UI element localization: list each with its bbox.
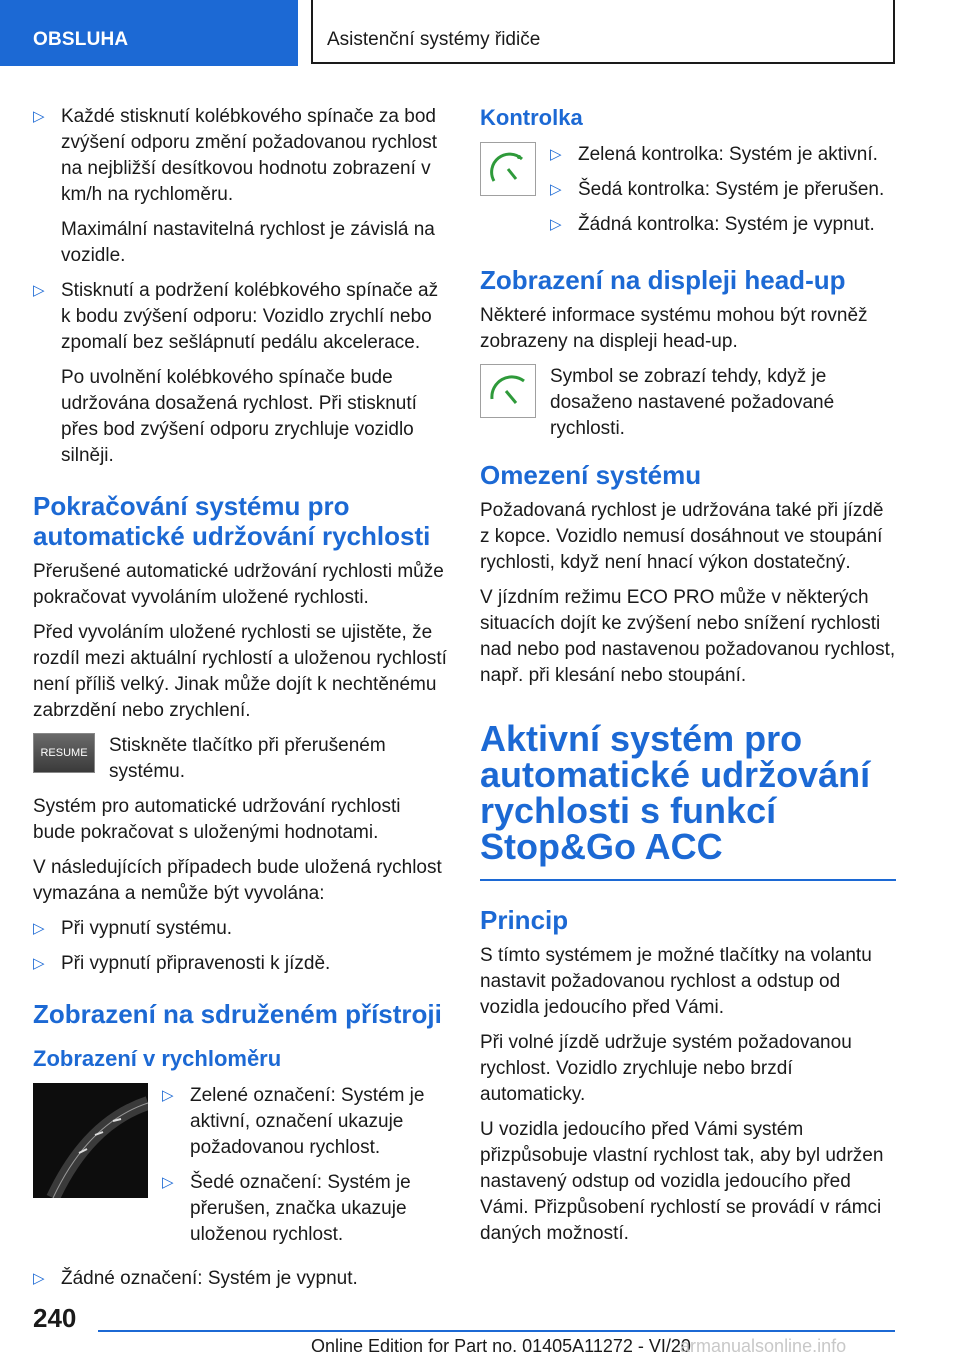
paragraph: U vozidla jedoucího před Vámi systém přizpůsobuje vlastní rychlost tak, aby byl udržen nastavený odstup od vozidla jedoucího před Vámi. Přizpůsobení rychlostí se provádí v rámci daných možností. [480,1119,884,1244]
list-item: ▷ Stisknutí a podržení kolébkového spínače až k bodu zvýšení odporu: Vozidlo zrychlí nebo zpomalí bez sešlápnutí pedálu akcelerace. [33,280,439,353]
heading-hud: Zobrazení na displeji head-up [480,265,846,295]
list-item: ▷ Šedé označení: Systém je přerušen, značka ukazuje uloženou rychlost. [162,1172,411,1245]
paragraph: V následujících případech bude uložená rychlost vymazána a nemůže být vyvolána: [33,857,442,904]
triangle-bullet-icon: ▷ [33,108,45,125]
edition-text: Online Edition for Part no. 01405A11272 - VI/20 [311,1336,691,1356]
kontrolka-row [480,142,896,247]
chapter-header [311,0,895,64]
speedometer-arc-icon [33,1083,148,1198]
paragraph: Některé informace systému mohou být rovněž zobrazeny na displeji head-up. [480,305,868,352]
triangle-bullet-icon: ▷ [550,146,562,163]
heading-continue: Pokračování systému pro automatické udržování rychlosti [33,491,431,551]
list-item: ▷ Šedá kontrolka: Systém je přerušen. [550,179,885,200]
list-item: ▷ Zelená kontrolka: Systém je aktivní. [550,144,878,165]
speedo-row [33,1083,448,1257]
paragraph: S tímto systémem je možné tlačítky na volantu nastavit požadovanou rychlost a odstup od vozidla jedoucího před Vámi. [480,945,872,1018]
triangle-bullet-icon: ▷ [162,1087,174,1104]
triangle-bullet-icon: ▷ [550,216,562,233]
list-item: ▷ Každé stisknutí kolébkového spínače za bod zvýšení odporu změní požadovanou rychlost na nejbližší desítkovou hodnotu zobrazení v km/h na rychloměru. [33,106,437,205]
hud-speed-icon [480,364,536,418]
triangle-bullet-icon: ▷ [33,955,45,972]
list-item: ▷ Při vypnutí připravenosti k jízdě. [33,953,331,974]
acc-chapter [480,718,896,881]
list-item: ▷ Žádné označení: Systém je vypnut. [33,1268,358,1289]
heading-acc: Aktivní systém pro automatické udržování rychlosti s funkcí Stop&Go ACC [480,718,871,867]
speedometer-image [33,1083,148,1198]
left-column [33,104,448,1301]
triangle-bullet-icon: ▷ [550,181,562,198]
triangle-bullet-icon: ▷ [33,1270,45,1287]
list-item-note: Maximální nastavitelná rychlost je závislá na vozidle. [61,219,435,266]
speed-indicator-icon [480,142,536,196]
watermark: armanualsonline.info [680,1336,847,1356]
section-tab [0,0,298,66]
triangle-bullet-icon: ▷ [162,1174,174,1191]
list-item: ▷ Zelené označení: Systém je aktivní, označení ukazuje požadovanou rychlost. [162,1085,425,1158]
paragraph: V jízdním režimu ECO PRO může v některých situacích dojít ke zvýšení nebo snížení rychlosti nad nebo pod nastavenou požadovanou rychlost, např. při klesání nebo stoupání. [480,587,896,686]
resume-button-icon: RESUME [33,733,95,773]
heading-cluster: Zobrazení na sdruženém přístroji [33,999,442,1029]
paragraph: Přerušené automatické udržování rychlosti může pokračovat vyvoláním uložené rychlosti. [33,561,444,608]
heading-princip: Princip [480,905,569,935]
hud-row [480,364,896,442]
resume-description: Stiskněte tlačítko při přerušeném systému. [109,735,386,782]
list-item-note: Po uvolnění kolébkového spínače bude udržována dosažená rychlost. Při stisknutí přes bod zvýšení odporu zrychluje vozidlo silněji. [61,367,417,466]
paragraph: Před vyvoláním uložené rychlosti se ujistěte, že rozdíl mezi aktuální rychlostí a uloženou rychlostí není příliš velký. Jinak může dojít k nechtěnému zabrzdění nebo zrychlení. [33,622,447,721]
footer-divider [98,1330,895,1332]
kontrolka-list [550,142,896,247]
speedo-list [162,1083,448,1257]
chapter-title: Asistenční systémy řidiče [327,29,541,50]
list-item: ▷ Při vypnutí systému. [33,918,233,939]
heading-speedo: Zobrazení v rychloměru [33,1046,282,1071]
triangle-bullet-icon: ▷ [33,282,45,299]
right-column [480,104,896,1256]
triangle-bullet-icon: ▷ [33,920,45,937]
heading-kontrolka: Kontrolka [480,105,583,130]
paragraph: Systém pro automatické udržování rychlosti bude pokračovat s uloženými hodnotami. [33,796,401,843]
page-number: 240 [33,1303,77,1333]
list-item: ▷ Žádná kontrolka: Systém je vypnut. [550,214,875,235]
hud-icon-description: Symbol se zobrazí tehdy, když je dosaženo nastavené požadované rychlosti. [550,366,835,439]
paragraph: Požadovaná rychlost je udržována také při jízdě z kopce. Vozidlo nemusí dosáhnout ve stoupání rychlosti, když není hnací výkon dostatečný. [480,500,884,573]
resume-row [33,733,448,785]
paragraph: Při volné jízdě udržuje systém požadovanou rychlost. Vozidlo zrychluje nebo brzdí automaticky. [480,1032,852,1105]
section-title: OBSLUHA [33,29,129,50]
heading-limits: Omezení systému [480,460,702,490]
